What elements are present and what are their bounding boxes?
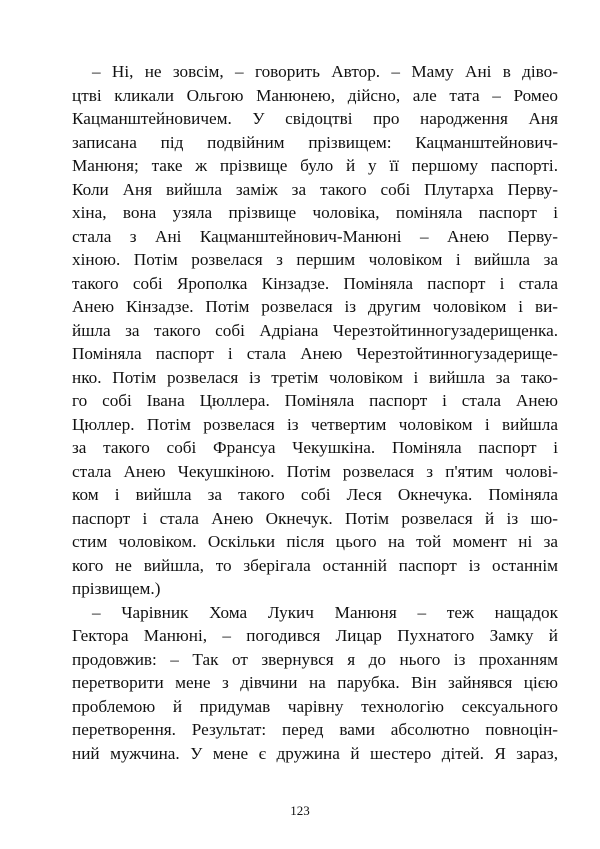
text-line: го собі Івана Цюллера. Поміняла паспорт і стала Анею [72, 391, 558, 410]
text-line: стим чоловіком. Оскільки після цього на той момент ні за [72, 532, 558, 551]
text-line: – Ні, не зовсім, – говорить Автор. – Маму Ані в діво- [92, 62, 558, 81]
text-line: проблемою й придумав чарівну технологію сексуального [72, 696, 558, 716]
text-line: прізвищем.) [72, 579, 161, 598]
text-line: Манюня; таке ж прізвище було й у її першому паспорті. [72, 156, 558, 175]
text-line: перетворення. Результат: перед вами абсолютно повноцін- [72, 720, 558, 739]
text-line: за такого собі Франсуа Чекушкіна. Поміняла паспорт і [72, 438, 558, 457]
text-line: Коли Аня вийшла заміж за такого собі Плутарха Перву- [72, 179, 558, 199]
text-line: стала Анею Чекушкіною. Потім розвелася з п'ятим чолові- [72, 461, 558, 481]
page-number: 123 [290, 803, 310, 818]
text-line: Цюллер. Потім розвелася із четвертим чоловіком і вийшла [72, 414, 558, 434]
text-line: продовжив: – Так от звернувся я до нього із проханням [72, 649, 558, 669]
text-line: нко. Потім розвелася із третім чоловіком і вийшла за тако- [72, 367, 558, 387]
text-line: стала з Ані Кацманштейнович-Манюні – Анею Перву- [72, 226, 558, 246]
text-line: ком і вийшла за такого собі Леся Окнечука. Поміняла [72, 485, 558, 504]
text-line: Гектора Манюні, – погодився Лицар Пухнатого Замку й [72, 626, 558, 645]
text-line: йшла за такого собі Адріана Черезтойтинногузадерищенка. [72, 320, 558, 340]
text-line: Поміняла паспорт і стала Анею Черезтойтинногузадерище- [72, 344, 558, 363]
text-line: хіною. Потім розвелася з першим чоловіком і вийшла за [72, 250, 558, 269]
text-line: паспорт і стала Анею Окнечук. Потім розвелася й із шо- [72, 508, 558, 528]
text-line: цтві кликали Ольгою Манюнею, дійсно, але тата – Ромео [72, 85, 558, 105]
body-text [72, 60, 558, 765]
text-line: перетворити мене з дівчини на парубка. Він зайнявся цією [72, 673, 558, 692]
text-line: ний мужчина. У мене є дружина й шестеро дітей. Я зараз, [72, 743, 558, 763]
text-line: записана під подвійним прізвищем: Кацманштейнович- [72, 132, 558, 152]
text-line: кого не вийшла, то зберігала останній паспорт із останнім [72, 555, 558, 575]
text-line: хіна, вона узяла прізвище чоловіка, поміняла паспорт і [72, 203, 558, 222]
text-line: – Чарівник Хома Лукич Манюня – теж нащадок [92, 602, 558, 622]
text-line: Анею Кінзадзе. Потім розвелася із другим чоловіком і ви- [72, 297, 558, 316]
text-line: такого собі Ярополка Кінзадзе. Поміняла паспорт і стала [72, 273, 558, 293]
text-line: Кацманштейновичем. У свідоцтві про народження Аня [72, 109, 558, 128]
